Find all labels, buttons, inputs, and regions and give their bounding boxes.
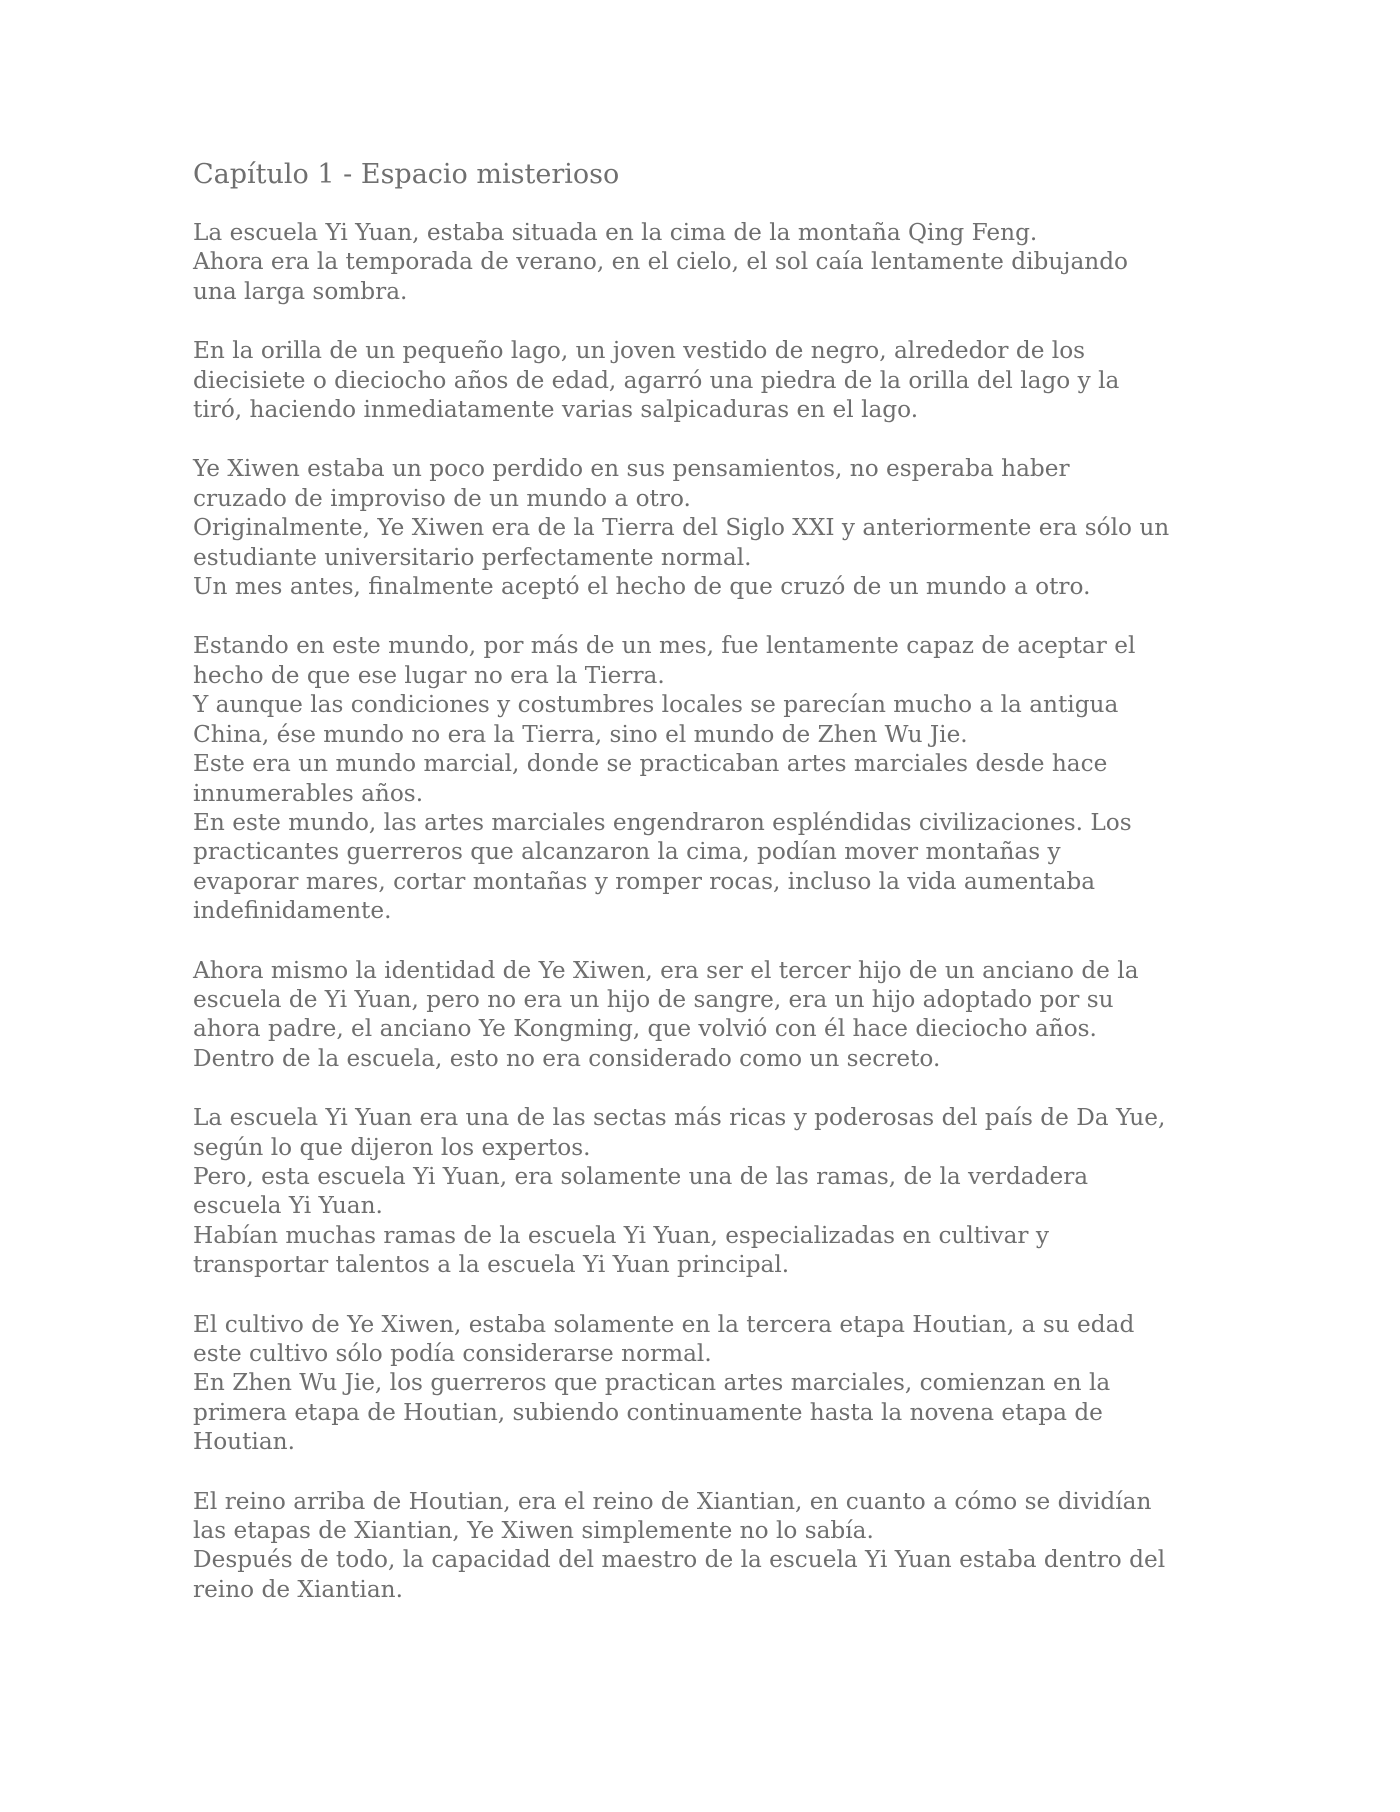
text-line: ahora padre, el anciano Ye Kongming, que volvió con él hace dieciocho años. (193, 1015, 1097, 1043)
text-line: cruzado de improviso de un mundo a otro. (193, 484, 691, 512)
document-content (193, 158, 1223, 1634)
text-line: Ahora era la temporada de verano, en el cielo, el sol caía lentamente dibujando (193, 248, 1129, 276)
text-line: primera etapa de Houtian, subiendo continuamente hasta la novena etapa de (193, 1398, 1103, 1426)
text-line: hecho de que ese lugar no era la Tierra. (193, 661, 665, 689)
text-line: En este mundo, las artes marciales engendraron espléndidas civilizaciones. Los (193, 808, 1132, 836)
text-line: Después de todo, la capacidad del maestro de la escuela Yi Yuan estaba dentro del (193, 1546, 1166, 1574)
text-line: La escuela Yi Yuan, estaba situada en la cima de la montaña Qing Feng. (193, 219, 1038, 246)
text-line: innumerables años. (193, 779, 424, 807)
text-line: transportar talentos a la escuela Yi Yuan principal. (193, 1251, 790, 1279)
paragraph (193, 956, 1223, 1074)
text-line: El reino arriba de Houtian, era el reino de Xiantian, en cuanto a cómo se dividían (193, 1487, 1152, 1515)
text-line: este cultivo sólo podía considerarse normal. (193, 1340, 712, 1367)
paragraph (193, 631, 1223, 925)
text-line: una larga sombra. (193, 277, 408, 305)
text-line: evaporar mares, cortar montañas y romper rocas, incluso la vida aumentaba (193, 867, 1096, 895)
text-line: practicantes guerreros que alcanzaron la cima, podían mover montañas y (193, 838, 1061, 866)
text-line: China, ése mundo no era la Tierra, sino el mundo de Zhen Wu Jie. (193, 720, 968, 748)
text-line: tiró, haciendo inmediatamente varias salpicaduras en el lago. (193, 396, 919, 424)
text-line: reino de Xiantian. (193, 1575, 403, 1603)
text-line: Y aunque las condiciones y costumbres locales se parecían mucho a la antigua (193, 691, 1119, 719)
paragraph (193, 336, 1223, 424)
paragraph (193, 1487, 1223, 1605)
text-line: Dentro de la escuela, esto no era considerado como un secreto. (193, 1044, 941, 1072)
paragraph (193, 1103, 1223, 1279)
text-line: En Zhen Wu Jie, los guerreros que practican artes marciales, comienzan en la (193, 1369, 1111, 1397)
text-line: El cultivo de Ye Xiwen, estaba solamente en la tercera etapa Houtian, a su edad (193, 1310, 1135, 1338)
paragraph (193, 454, 1223, 601)
text-line: escuela de Yi Yuan, pero no era un hijo de sangre, era un hijo adoptado por su (193, 985, 1114, 1013)
paragraph (193, 218, 1223, 306)
paragraph-list (193, 218, 1223, 1604)
chapter-title: Capítulo 1 - Espacio misterioso (193, 159, 620, 190)
text-line: Pero, esta escuela Yi Yuan, era solamente una de las ramas, de la verdadera (193, 1162, 1089, 1190)
text-line: Este era un mundo marcial, donde se practicaban artes marciales desde hace (193, 750, 1108, 778)
text-line: las etapas de Xiantian, Ye Xiwen simplemente no lo sabía. (193, 1517, 874, 1545)
text-line: Un mes antes, finalmente aceptó el hecho de que cruzó de un mundo a otro. (193, 573, 1091, 601)
text-line: según lo que dijeron los expertos. (193, 1133, 591, 1161)
text-line: escuela Yi Yuan. (193, 1192, 383, 1220)
text-line: estudiante universitario perfectamente normal. (193, 543, 752, 571)
text-line: En la orilla de un pequeño lago, un joven vestido de negro, alrededor de los (193, 337, 1086, 365)
text-line: La escuela Yi Yuan era una de las sectas más ricas y poderosas del país de Da Yue, (193, 1104, 1166, 1132)
text-line: Houtian. (193, 1428, 295, 1456)
text-line: Estando en este mundo, por más de un mes, fue lentamente capaz de aceptar el (193, 632, 1136, 660)
text-line: indefinidamente. (193, 897, 392, 925)
paragraph (193, 1310, 1223, 1457)
text-line: Habían muchas ramas de la escuela Yi Yuan, especializadas en cultivar y (193, 1221, 1049, 1249)
text-line: Originalmente, Ye Xiwen era de la Tierra del Siglo XXI y anteriormente era sólo un (193, 514, 1170, 542)
text-line: Ye Xiwen estaba un poco perdido en sus pensamientos, no esperaba haber (193, 455, 1070, 483)
text-line: Ahora mismo la identidad de Ye Xiwen, era ser el tercer hijo de un anciano de la (193, 956, 1139, 984)
text-line: diecisiete o dieciocho años de edad, agarró una piedra de la orilla del lago y la (193, 366, 1120, 394)
